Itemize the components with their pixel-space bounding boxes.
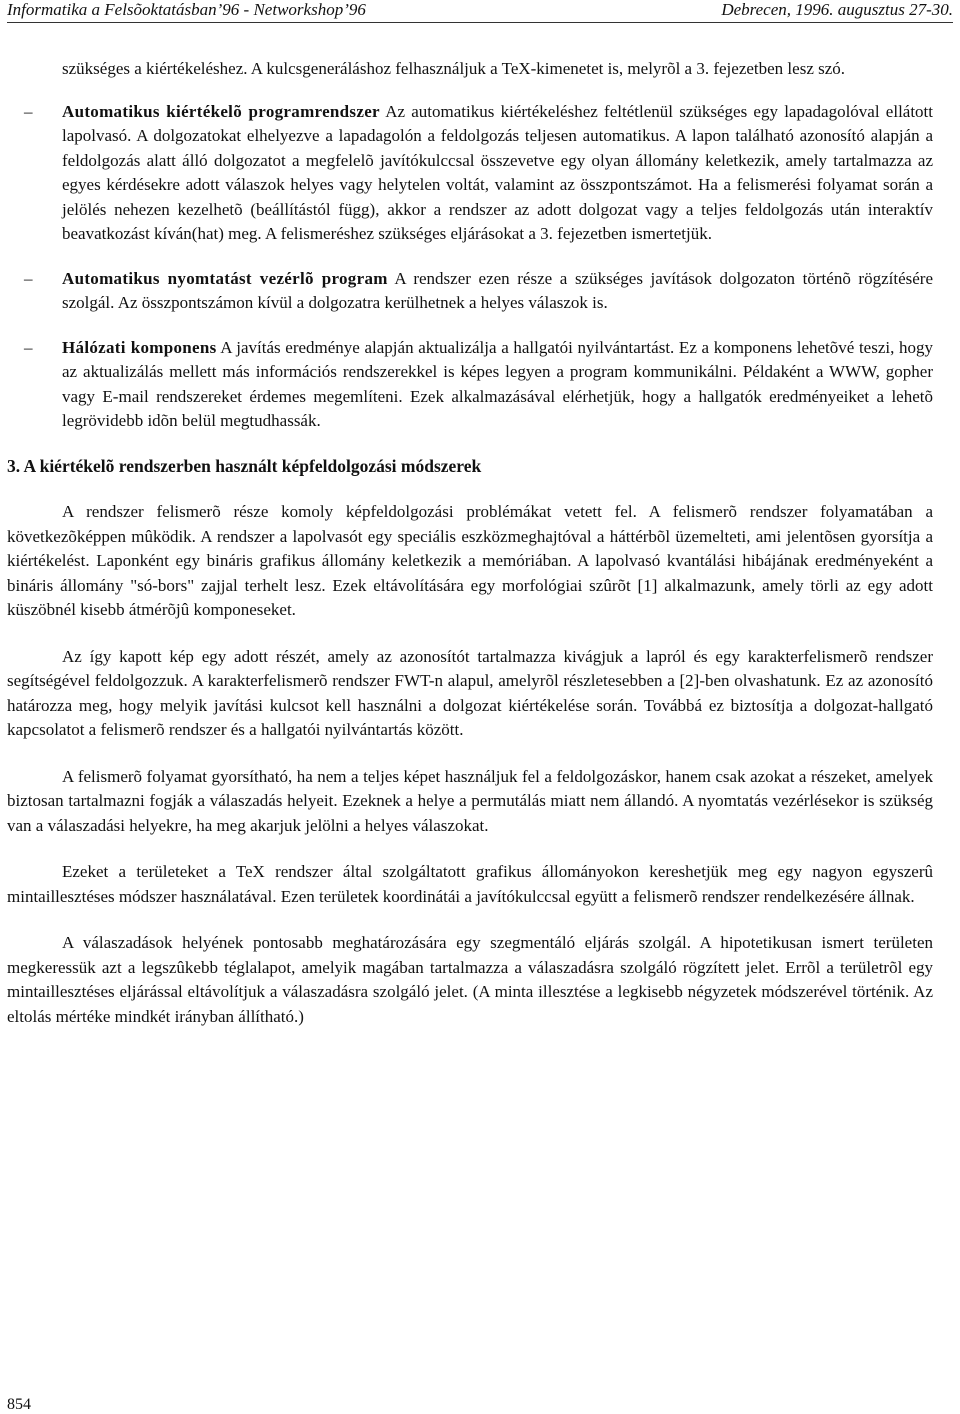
page-number: 854 [7, 1396, 31, 1413]
list-item-body [62, 100, 933, 247]
section-paragraph: A válaszadások helyének pontosabb meghatározására egy szegmentáló eljárás szolgál. A hipotetikusan ismert területen megkeressük azt a legszûkebb téglalapot, amelyik magában tartalmazza a válaszadásra szolgáló rögzített jelet. Errõl a területrõl egy mintaillesztéses eljárással eltávolítjuk a válaszadásra szolgáló jelet. (A minta illesztése a legkisebb négyzetek módszerével történik. Az eltolás mértéke mindkét irányban állítható.) [7, 933, 933, 1026]
list-item-term: Automatikus nyomtatást vezérlõ program [62, 268, 388, 288]
list-item-text: Az automatikus kiértékeléshez feltétlenül szükséges egy lapadagolóval ellátott lapolvasó. A dolgozatokat elhelyezve a lapadagolón a feldolgozás teljesen automatikus. A lapon található azonosító alapján a feldolgozás alatt álló dolgozatot a megfelelõ javítókulccsal összevetve egy olyan állomány keletkezik, amely tartalmazza az egyes kérdésekre adott válaszok helyes vagy helytelen voltát, valamint az összpontszámot. Ha a felismerési folyamat során a jelölés nehezen kezelhetõ (beállítástól függ), akkor a rendszer az adott dolgozat vagy a teljes feldolgozás után interaktív beavatkozást kíván(hat) meg. A felismeréshez szükséges eljárásokat a 3. fejezetben ismertetjük. [62, 101, 934, 243]
list-item-term: Automatikus kiértékelõ programrendszer [62, 101, 380, 121]
intro-paragraph: szükséges a kiértékeléshez. A kulcsgeneráláshoz felhasználjuk a TeX-kimenetet is, melyrõl a 3. fejezetben lesz szó. [62, 59, 846, 78]
list-item-network-component [7, 336, 933, 434]
list-item-term: Hálózati komponens [62, 337, 217, 357]
section-paragraph: Az így kapott kép egy adott részét, amely az azonosítót tartalmazza kivágjuk a lapról és egy karakterfelismerõ rendszer segítségével feldolgozzuk. A karakterfelismerõ rendszer FWT-n alapul, amelyrõl részletesebben a [2]-ben olvashatunk. Ez az azonosító határozza meg, hogy melyik javítási kulcsot kell használni a dolgozat kiértékelése során. Továbbá ez biztosítja a dolgozat-hallgató kapcsolatot a felismerõ rendszer és a hallgatói nyilvántartás között. [7, 646, 933, 739]
header-date-location: Debrecen, 1996. augusztus 27-30. [721, 0, 953, 19]
section-paragraph: A felismerõ folyamat gyorsítható, ha nem a teljes képet használjuk fel a feldolgozáskor, hanem csak azokat a részeket, amelyek biztosan tartalmazni fogják a válaszadás helyeit. Ezeknek a helye a permutálás miatt nem állandó. A nyomtatás vezérlésekor is szükség van a válaszadási helyekre, ha meg akarjuk jelölni a helyes válaszokat. [7, 766, 933, 835]
page-content [7, 57, 933, 1029]
list-item-body [62, 267, 933, 316]
list-item-text: A rendszer ezen része a szükséges javítások dolgozaton történõ rögzítésére szolgál. Az összpontszámon kívül a dolgozatra kerülhetnek a helyes válaszok is. [62, 268, 933, 312]
dash-bullet: – [24, 337, 33, 357]
running-header [7, 0, 953, 23]
list-item-evaluation-system [7, 100, 933, 247]
section-paragraph: Ezeket a területeket a TeX rendszer által szolgáltatott grafikus állományokon kereshetjük meg egy nagyon egyszerû mintaillesztéses módszer használatával. Ezen területek koordinátái a javítókulccsal együtt a felismerõ rendszer rendelkezésére állnak. [7, 862, 933, 906]
dash-bullet: – [24, 268, 33, 288]
dash-bullet: – [24, 101, 33, 121]
list-item-print-control [7, 267, 933, 316]
list-item-text: A javítás eredménye alapján aktualizálja a hallgatói nyilvántartást. Ez a komponens lehetõvé teszi, hogy az aktualizálás mellett más információs rendszerekkel is képes legyen a program kommunikálni. Példaként a WWW, gopher vagy E-mail rendszereket érdemes megemlíteni. Ezek alkalmazásával elérhetjük, hogy a hallgatók eredményeiket a lehetõ legrövidebb idõn belül megtudhassák. [62, 337, 933, 430]
list-item-body [62, 336, 933, 434]
section-paragraph: A rendszer felismerõ része komoly képfeldolgozási problémákat vetett fel. A felismerõ rendszer folyamatában a következõképpen mûködik. A rendszer a lapolvasót egy speciális eszközmeghajtóval a háttérbõl üzemelteti, ami jelentõsen gyorsítja a kiértékelést. Laponként egy bináris grafikus állomány keletkezik a memóriában. A lapolvasó kvantálási hibájának eredményeként a bináris állomány "só-bors" zajjal terhelt lesz. Ezek eltávolítására egy morfológiai szûrõt [1] alkalmazunk, amely törli az egy adott küszöbnél kisebb átmérõjû komponeseket. [7, 502, 933, 619]
header-conference-title: Informatika a Felsõoktatásban’96 - Networkshop’96 [7, 0, 366, 19]
section-heading: 3. A kiértékelõ rendszerben használt képfeldolgozási módszerek [7, 455, 482, 476]
